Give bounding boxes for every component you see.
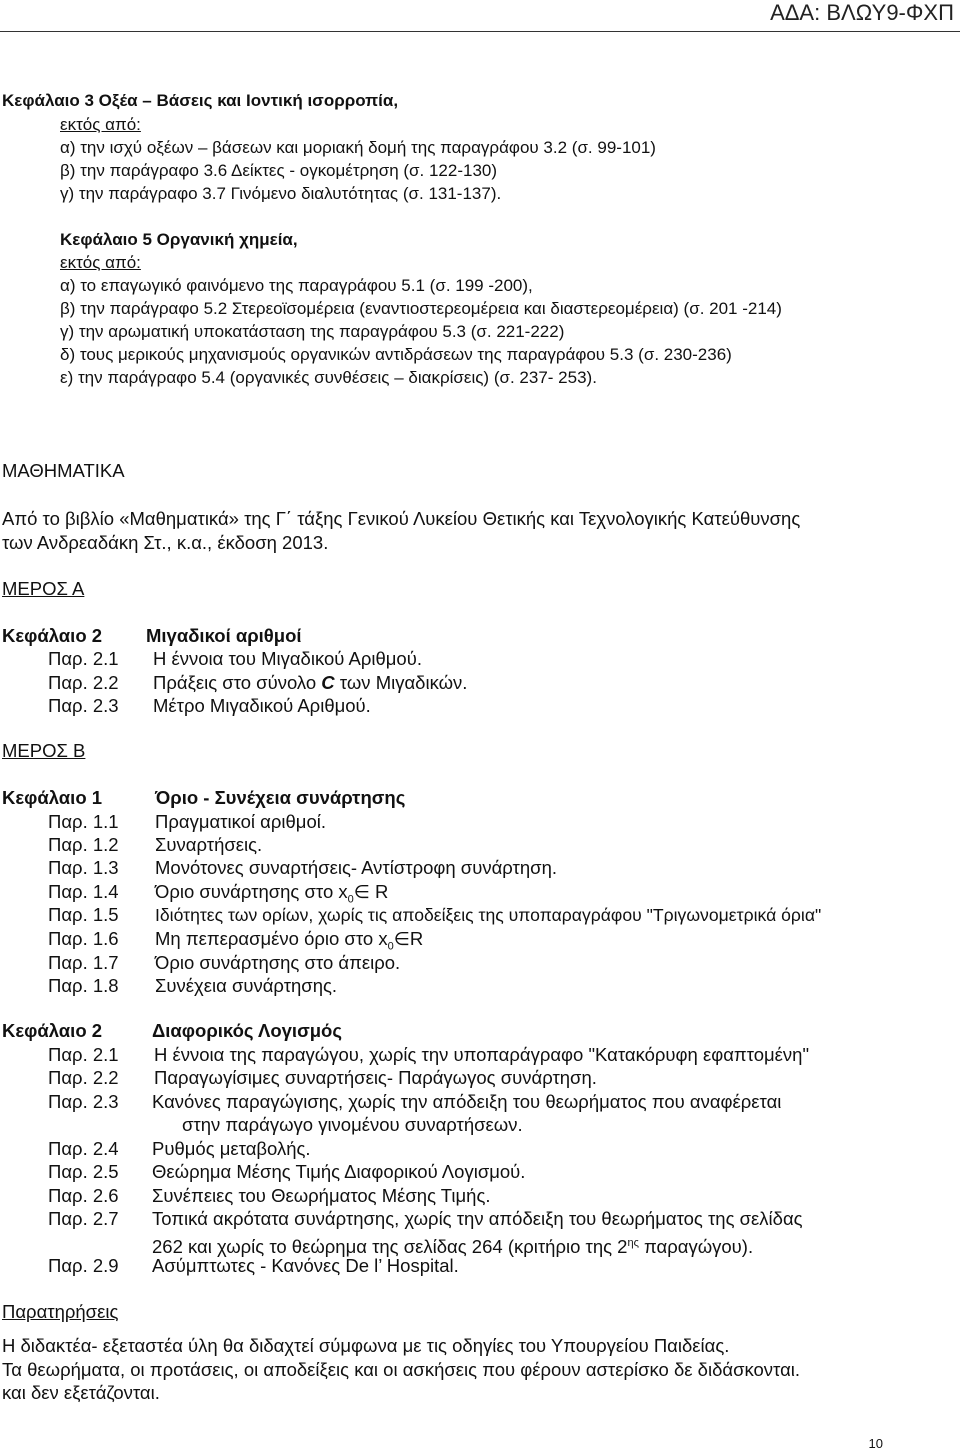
- part-b2-item-text: Θεώρημα Μέσης Τιμής Διαφορικού Λογισμού.: [152, 1161, 526, 1182]
- part-b2-item-num: Παρ. 2.3: [48, 1091, 119, 1112]
- part-b2-item-text-continued: στην παράγωγο γινομένου συναρτήσεων.: [182, 1114, 523, 1135]
- math-part-a-heading: ΜΕΡΟΣ Α: [2, 578, 85, 599]
- document-reference-code: ΑΔΑ: ΒΛΩΥ9-ΦΧΠ: [770, 0, 954, 25]
- math-intro-line1: Από το βιβλίο «Μαθηματικά» της Γ΄ τάξης Γενικού Λυκείου Θετικής και Τεχνολογικής Κατεύθυνσης: [2, 508, 801, 529]
- header-rule: [0, 31, 960, 32]
- part-b2-item-num: Παρ. 2.7: [48, 1208, 119, 1229]
- element-of-reals-symbol: ∈ R: [353, 881, 389, 902]
- part-b2-item-text: Παραγωγίσιμες συναρτήσεις- Παράγωγος συνάρτηση.: [154, 1067, 597, 1088]
- part-b1-item-num: Παρ. 1.4: [48, 881, 119, 902]
- part-b2-item-text: Ασύμπτωτες - Κανόνες De l’ Hospital.: [152, 1255, 459, 1276]
- part-a-item-num: Παρ. 2.3: [48, 695, 119, 716]
- part-b2-item-num: Παρ. 2.5: [48, 1161, 119, 1182]
- part-b1-item-num: Παρ. 1.8: [48, 975, 119, 996]
- chem-chapter5-item-a: α) το επαγωγικό φαινόμενο της παραγράφου 5.1 (σ. 199 -200),: [60, 276, 533, 295]
- chem-chapter5-item-e: ε) την παράγραφο 5.4 (οργανικές συνθέσεις – διακρίσεις) (σ. 237- 253).: [60, 368, 597, 387]
- part-b1-item-text: Μη πεπερασμένο όριο στο $x_0\in R$: [155, 928, 424, 953]
- part-b1-item-text: Πραγματικοί αριθμοί.: [155, 811, 326, 832]
- chem-chapter5-except: εκτός από:: [60, 253, 141, 272]
- part-b2-item-num: Παρ. 2.6: [48, 1185, 119, 1206]
- part-a-chapter-title: Μιγαδικοί αριθμοί: [146, 625, 302, 646]
- part-a-item-num: Παρ. 2.2: [48, 672, 119, 693]
- chem-chapter5-item-b: β) την παράγραφο 5.2 Στερεοϊσομέρεια (εναντιοστερεομέρεια και διαστερεομέρεια) (σ. 201 -214): [60, 299, 782, 318]
- page-number: 10: [868, 1436, 883, 1451]
- part-a-item-text: Πράξεις στο σύνολο C των Μιγαδικών.: [153, 672, 468, 693]
- chem-chapter3-title: Κεφάλαιο 3 Οξέα – Βάσεις και Ιοντική ισορροπία,: [2, 91, 399, 110]
- part-b-chapter2-title: Διαφορικός Λογισμός: [152, 1020, 342, 1041]
- part-b1-item-text: Όριο συνάρτησης στο άπειρο.: [155, 952, 401, 973]
- math-heading: ΜΑΘΗΜΑΤΙΚΑ: [2, 460, 125, 481]
- chem-chapter5-title: Κεφάλαιο 5 Οργανική χημεία,: [60, 230, 298, 249]
- notes-line1: Η διδακτέα- εξεταστέα ύλη θα διδαχτεί σύμφωνα με τις οδηγίες του Υπουργείου Παιδείας.: [2, 1335, 730, 1356]
- part-b1-item-num: Παρ. 1.2: [48, 834, 119, 855]
- math-intro-line2: των Ανδρεαδάκη Στ., κ.α., έκδοση 2013.: [2, 532, 329, 553]
- part-b1-item-num: Παρ. 1.3: [48, 857, 119, 878]
- chem-chapter3-item-a: α) την ισχύ οξέων – βάσεων και μοριακή δομή της παραγράφου 3.2 (σ. 99-101): [60, 138, 656, 157]
- part-a-item-text: Η έννοια του Μιγαδικού Αριθμού.: [153, 648, 422, 669]
- chem-chapter3-item-b: β) την παράγραφο 3.6 Δείκτες - ογκομέτρηση (σ. 122-130): [60, 161, 498, 180]
- notes-line2: Τα θεωρήματα, οι προτάσεις, οι αποδείξεις και οι ασκήσεις που φέρουν αστερίσκο δε διδάσκονται.: [2, 1359, 801, 1380]
- part-b2-item-text: Τοπικά ακρότατα συνάρτησης, χωρίς την απόδειξη του θεωρήματος της σελίδας: [152, 1208, 803, 1229]
- part-b2-item-text-continued: 262 και χωρίς το θεώρημα της σελίδας 264 (κριτήριο της $2^{\eta\varsigma}$ παραγώγου).: [152, 1236, 754, 1258]
- part-a-chapter-label: Κεφάλαιο 2: [2, 625, 103, 646]
- part-b1-item-num: Παρ. 1.5: [48, 904, 119, 925]
- part-b1-item-num: Παρ. 1.1: [48, 811, 119, 832]
- notes-heading: Παρατηρήσεις: [2, 1301, 119, 1322]
- part-b2-item-num: Παρ. 2.2: [48, 1067, 119, 1088]
- part-b1-item-text: Μονότονες συναρτήσεις- Αντίστροφη συνάρτηση.: [155, 857, 557, 878]
- part-b1-item-num: Παρ. 1.6: [48, 928, 119, 949]
- part-b-chapter1-title: Όριο - Συνέχεια συνάρτησης: [155, 787, 406, 808]
- part-b2-item-num: Παρ. 2.1: [48, 1044, 119, 1065]
- chem-chapter3-except: εκτός από:: [60, 115, 141, 134]
- chem-chapter3-item-c: γ) την παράγραφο 3.7 Γινόμενο διαλυτότητας (σ. 131-137).: [60, 184, 502, 203]
- part-b2-item-num: Παρ. 2.9: [48, 1255, 119, 1276]
- part-b1-item-text: Όριο συνάρτησης στο $x_0\in$ R: [155, 881, 389, 906]
- part-b1-item-text: Συνέχεια συνάρτησης.: [155, 975, 338, 996]
- part-b1-item-text: Ιδιότητες των ορίων, χωρίς τις αποδείξεις της υποπαραγράφου "Τριγωνομετρικά όρια": [155, 905, 822, 925]
- part-b-chapter2-label: Κεφάλαιο 2: [2, 1020, 103, 1041]
- part-b2-item-text: Η έννοια της παραγώγου, χωρίς την υποπαράγραφο "Κατακόρυφη εφαπτομένη": [154, 1044, 810, 1065]
- chem-chapter5-item-d: δ) τους μερικούς μηχανισμούς οργανικών αντιδράσεων της παραγράφου 5.3 (σ. 230-236): [60, 345, 732, 364]
- notes-line3: και δεν εξετάζονται.: [2, 1382, 160, 1403]
- part-b2-item-text: Ρυθμός μεταβολής.: [152, 1138, 311, 1159]
- chem-chapter5-item-c: γ) την αρωματική υποκατάσταση της παραγράφου 5.3 (σ. 221-222): [60, 322, 565, 341]
- part-a-item-num: Παρ. 2.1: [48, 648, 119, 669]
- element-of-reals-symbol: ∈R: [393, 928, 424, 949]
- part-b2-item-num: Παρ. 2.4: [48, 1138, 119, 1159]
- part-b2-item-text: Κανόνες παραγώγισης, χωρίς την απόδειξη του θεωρήματος που αναφέρεται: [152, 1091, 782, 1112]
- part-b-chapter1-label: Κεφάλαιο 1: [2, 787, 103, 808]
- part-b2-item-text: Συνέπειες του Θεωρήματος Μέσης Τιμής.: [152, 1185, 491, 1206]
- part-b1-item-num: Παρ. 1.7: [48, 952, 119, 973]
- complex-set-symbol: C: [321, 672, 335, 693]
- math-part-b-heading: ΜΕΡΟΣ Β: [2, 740, 86, 761]
- part-b1-item-text: Συναρτήσεις.: [155, 834, 263, 855]
- part-a-item-text: Μέτρο Μιγαδικού Αριθμού.: [153, 695, 371, 716]
